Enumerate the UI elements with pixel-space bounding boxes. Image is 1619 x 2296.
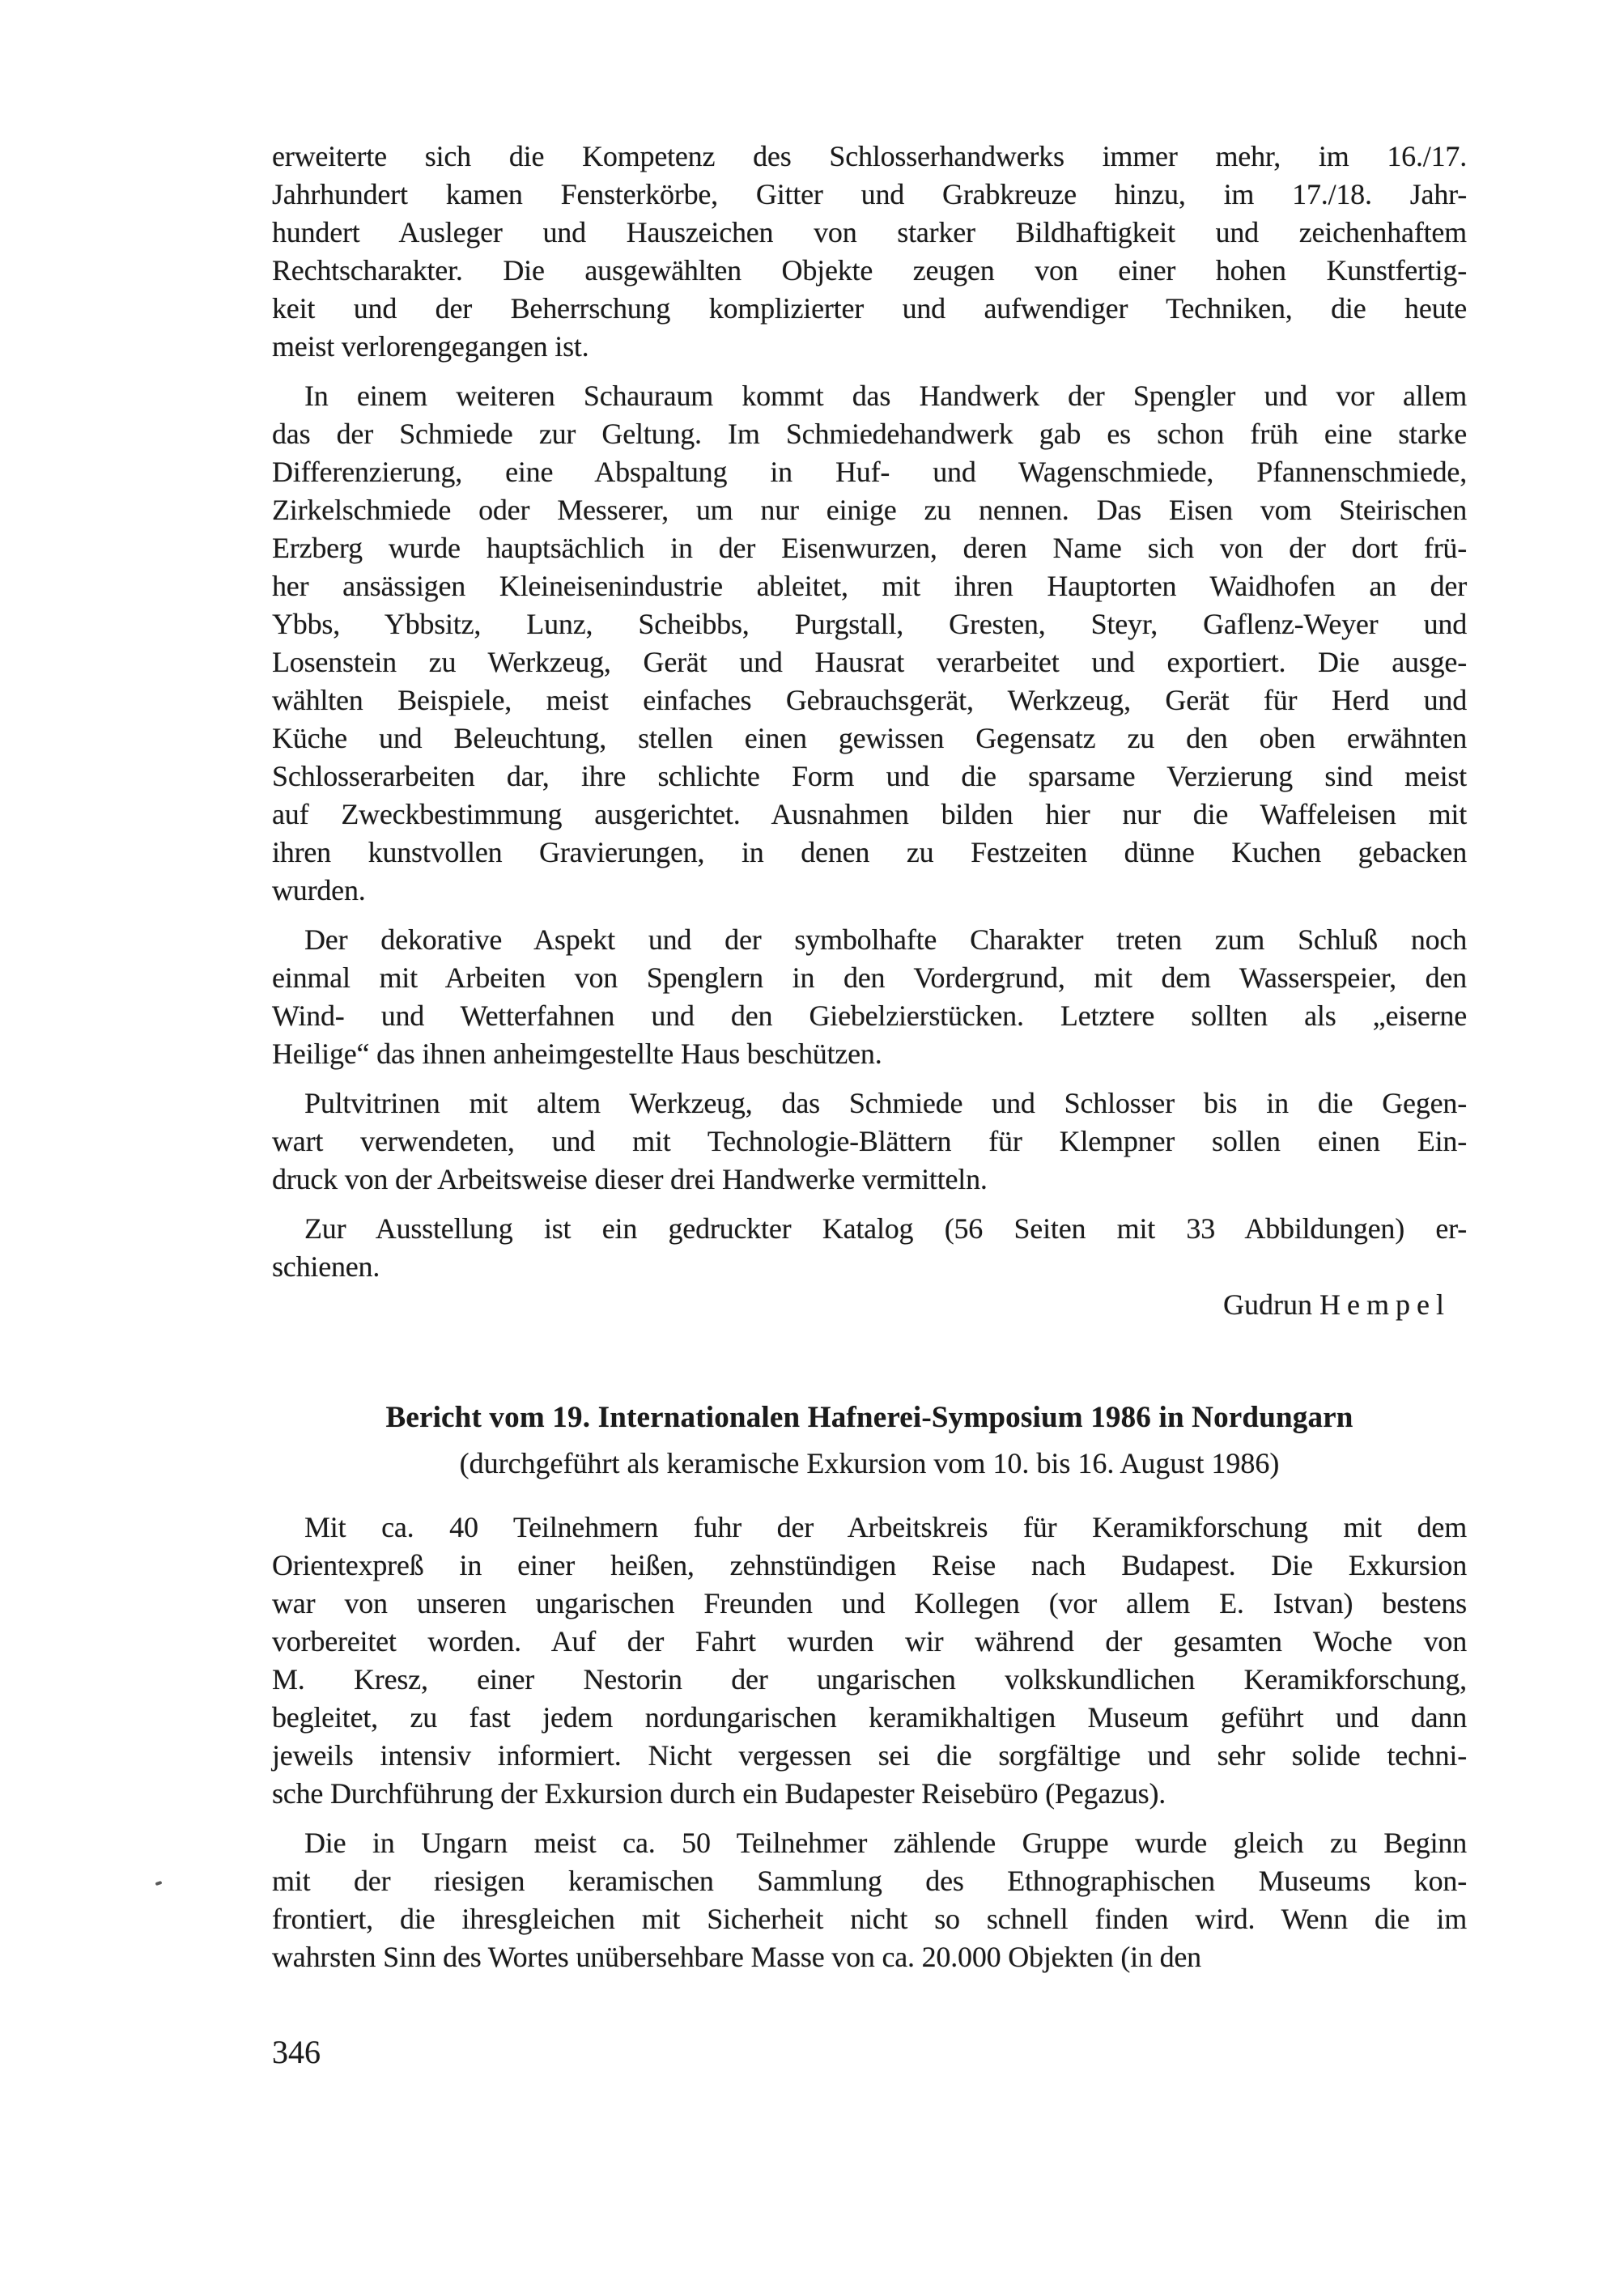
scan-artifact-mark [155,1881,163,1886]
text-line: meist verlorengegangen ist. [272,330,589,363]
text-column [272,138,1467,1976]
page-number: 346 [272,2034,321,2070]
paragraph [272,921,1467,1073]
text-line: Pultvitrinen mit altem Werkzeug, das Schmiede und Schlosser bis in die Gegen- [304,1087,1467,1119]
text-line: wahrsten Sinn des Wortes unübersehbare Masse von ca. 20.000 Objekten (in den [272,1941,1201,1973]
text-line: druck von der Arbeitsweise dieser drei Handwerke vermitteln. [272,1163,988,1195]
text-line: begleitet, zu fast jedem nordungarischen keramikhaltigen Museum geführt und dann [272,1701,1467,1734]
author-first-name: Gudrun [1223,1288,1320,1321]
text-line: Orientexpreß in einer heißen, zehnstündigen Reise nach Budapest. Die Exkursion [272,1549,1467,1581]
text-line: auf Zweckbestimmung ausgerichtet. Ausnahmen bilden hier nur die Waffeleisen mit [272,798,1467,830]
text-line: war von unseren ungarischen Freunden und Kollegen (vor allem E. Istvan) bestens [272,1587,1467,1619]
text-line: keit und der Beherrschung komplizierter und aufwendiger Techniken, die heute [272,292,1467,325]
paragraph [272,1824,1467,1976]
section-heading: Bericht vom 19. Internationalen Hafnerei-Symposium 1986 in Nordungarn [385,1401,1353,1434]
author-signature [272,1286,1467,1324]
text-line: Zirkelschmiede oder Messerer, um nur einige zu nennen. Das Eisen vom Steirischen [272,494,1467,526]
text-line: vorbereitet worden. Auf der Fahrt wurden wir während der gesamten Woche von [272,1625,1467,1657]
text-line: Ybbs, Ybbsitz, Lunz, Scheibbs, Purgstall, Gresten, Steyr, Gaflenz-Weyer und [272,608,1467,640]
text-line: Jahrhundert kamen Fensterkörbe, Gitter und Grabkreuze hinzu, im 17./18. Jahr- [272,178,1467,210]
text-line: M. Kresz, einer Nestorin der ungarischen volkskundlichen Keramikforschung, [272,1663,1467,1695]
text-line: wurden. [272,874,366,906]
text-line: Mit ca. 40 Teilnehmern fuhr der Arbeitskreis für Keramikforschung mit dem [304,1511,1467,1543]
text-line: In einem weiteren Schauraum kommt das Handwerk der Spengler und vor allem [304,380,1467,412]
text-line: jeweils intensiv informiert. Nicht vergessen sei die sorgfältige und sehr solide techni- [272,1739,1467,1772]
paragraph [272,138,1467,366]
text-line: wart verwendeten, und mit Technologie-Blättern für Klempner sollen einen Ein- [272,1125,1467,1157]
text-line: schienen. [272,1250,380,1283]
text-line: wählten Beispiele, meist einfaches Gebrauchsgerät, Werkzeug, Gerät für Herd und [272,684,1467,716]
text-line: Küche und Beleuchtung, stellen einen gewissen Gegensatz zu den oben erwähnten [272,722,1467,754]
text-line: hundert Ausleger und Hauszeichen von starker Bildhaftigkeit und zeichenhaftem [272,216,1467,248]
text-line: Erzberg wurde hauptsächlich in der Eisenwurzen, deren Name sich von der dort frü- [272,532,1467,564]
paragraph [272,1210,1467,1286]
text-line: Der dekorative Aspekt und der symbolhafte Charakter treten zum Schluß noch [304,923,1467,956]
text-line: Rechtscharakter. Die ausgewählten Objekte zeugen von einer hohen Kunstfertig- [272,254,1467,286]
author-last-name: Hempel [1319,1288,1451,1321]
text-line: ihren kunstvollen Gravierungen, in denen zu Festzeiten dünne Kuchen gebacken [272,836,1467,868]
text-line: Heilige“ das ihnen anheimgestellte Haus beschützen. [272,1038,882,1070]
text-line: Differenzierung, eine Abspaltung in Huf- und Wagenschmiede, Pfannenschmiede, [272,456,1467,488]
section-subheading: (durchgeführt als keramische Exkursion vom 10. bis 16. August 1986) [459,1447,1280,1479]
text-line: Wind- und Wetterfahnen und den Giebelzierstücken. Letztere sollten als „eiserne [272,999,1467,1032]
text-line: Schlosserarbeiten dar, ihre schlichte Form und die sparsame Verzierung sind meist [272,760,1467,792]
paragraph [272,1509,1467,1813]
text-line: das der Schmiede zur Geltung. Im Schmiedehandwerk gab es schon früh eine starke [272,418,1467,450]
paragraph [272,377,1467,910]
text-line: erweiterte sich die Kompetenz des Schlosserhandwerks immer mehr, im 16./17. [272,140,1467,172]
text-line: frontiert, die ihresgleichen mit Sicherheit nicht so schnell finden wird. Wenn die im [272,1903,1467,1935]
text-line: sche Durchführung der Exkursion durch ein Budapester Reisebüro (Pegazus). [272,1777,1166,1810]
text-line: einmal mit Arbeiten von Spenglern in den Vordergrund, mit dem Wasserspeier, den [272,961,1467,994]
text-line: her ansässigen Kleineisenindustrie ableitet, mit ihren Hauptorten Waidhofen an der [272,570,1467,602]
paragraph [272,1084,1467,1199]
text-line: mit der riesigen keramischen Sammlung des Ethnographischen Museums kon- [272,1865,1467,1897]
text-line: Losenstein zu Werkzeug, Gerät und Hausrat verarbeitet und exportiert. Die ausge- [272,646,1467,678]
text-line: Die in Ungarn meist ca. 50 Teilnehmer zählende Gruppe wurde gleich zu Beginn [304,1827,1467,1859]
text-line: Zur Ausstellung ist ein gedruckter Katalog (56 Seiten mit 33 Abbildungen) er- [304,1212,1467,1245]
